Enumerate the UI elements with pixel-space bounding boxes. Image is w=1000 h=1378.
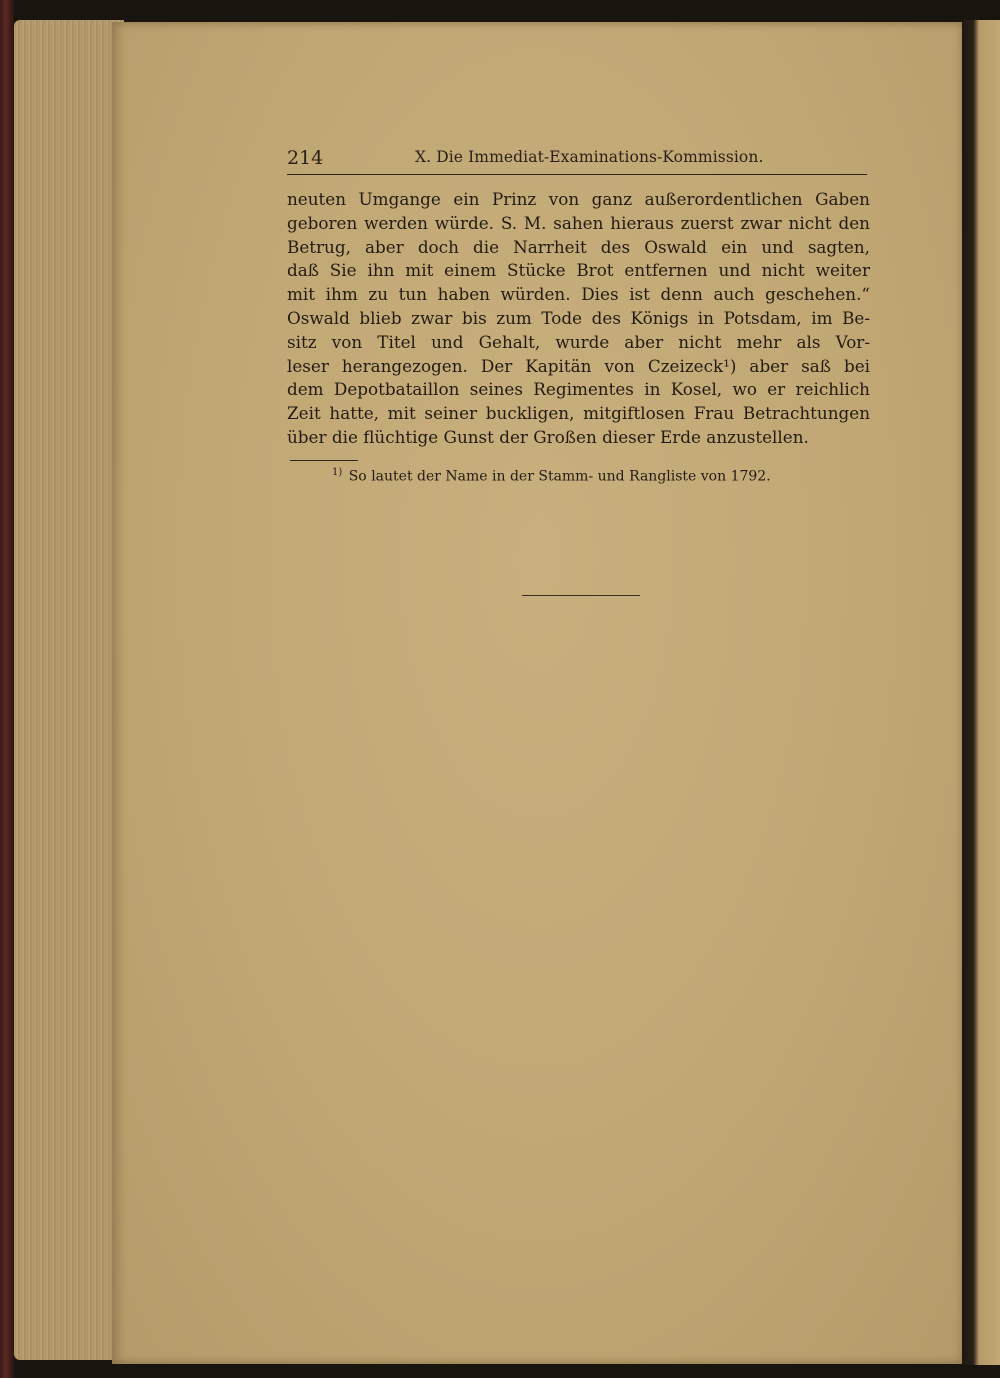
text-line: daß Sie ihn mit einem Stücke Brot entfernen und nicht weiter (287, 260, 870, 281)
text-line: Oswald blieb zwar bis zum Tode des Königs in Potsdam, im Be- (287, 307, 870, 328)
text-line: geboren werden würde. S. M. sahen hieraus zuerst zwar nicht den (287, 212, 870, 233)
text-line: neuten Umgange ein Prinz von ganz außerordentlichen Gaben (287, 189, 870, 209)
text-line: dem Depotbataillon seines Regimentes in Kosel, wo er reichlich (287, 379, 870, 400)
text-line: sitz von Titel und Gehalt, wurde aber nicht mehr als Vor- (287, 331, 870, 352)
footnote-marker: 1) (332, 467, 343, 478)
page-number: 214 (287, 147, 324, 169)
text-line: über die flüchtige Gunst der Großen dieser Erde anzustellen. (287, 426, 809, 447)
text-line: mit ihm zu tun haben würden. Dies ist denn auch geschehen.“ (287, 284, 870, 305)
end-rule (522, 595, 640, 596)
text-line: leser herangezogen. Der Kapitän von Czeizeck¹) aber saß bei (287, 355, 870, 376)
chapter-title: X. Die Immediat-Examinations-Kommission. (415, 148, 764, 166)
body-text (287, 188, 870, 450)
page-edges (14, 20, 124, 1360)
footnote (332, 467, 771, 485)
book-cover-edge (0, 0, 14, 1378)
footnote-text: So lautet der Name in der Stamm- und Rangliste von 1792. (348, 468, 771, 485)
footnote-rule (290, 460, 358, 461)
header-rule (287, 174, 867, 175)
text-line: Zeit hatte, mit seiner buckligen, mitgiftlosen Frau Betrachtungen (287, 403, 870, 424)
text-line: Betrug, aber doch die Narrheit des Oswald ein und sagten, (287, 236, 870, 257)
book-gutter (962, 20, 1000, 1365)
